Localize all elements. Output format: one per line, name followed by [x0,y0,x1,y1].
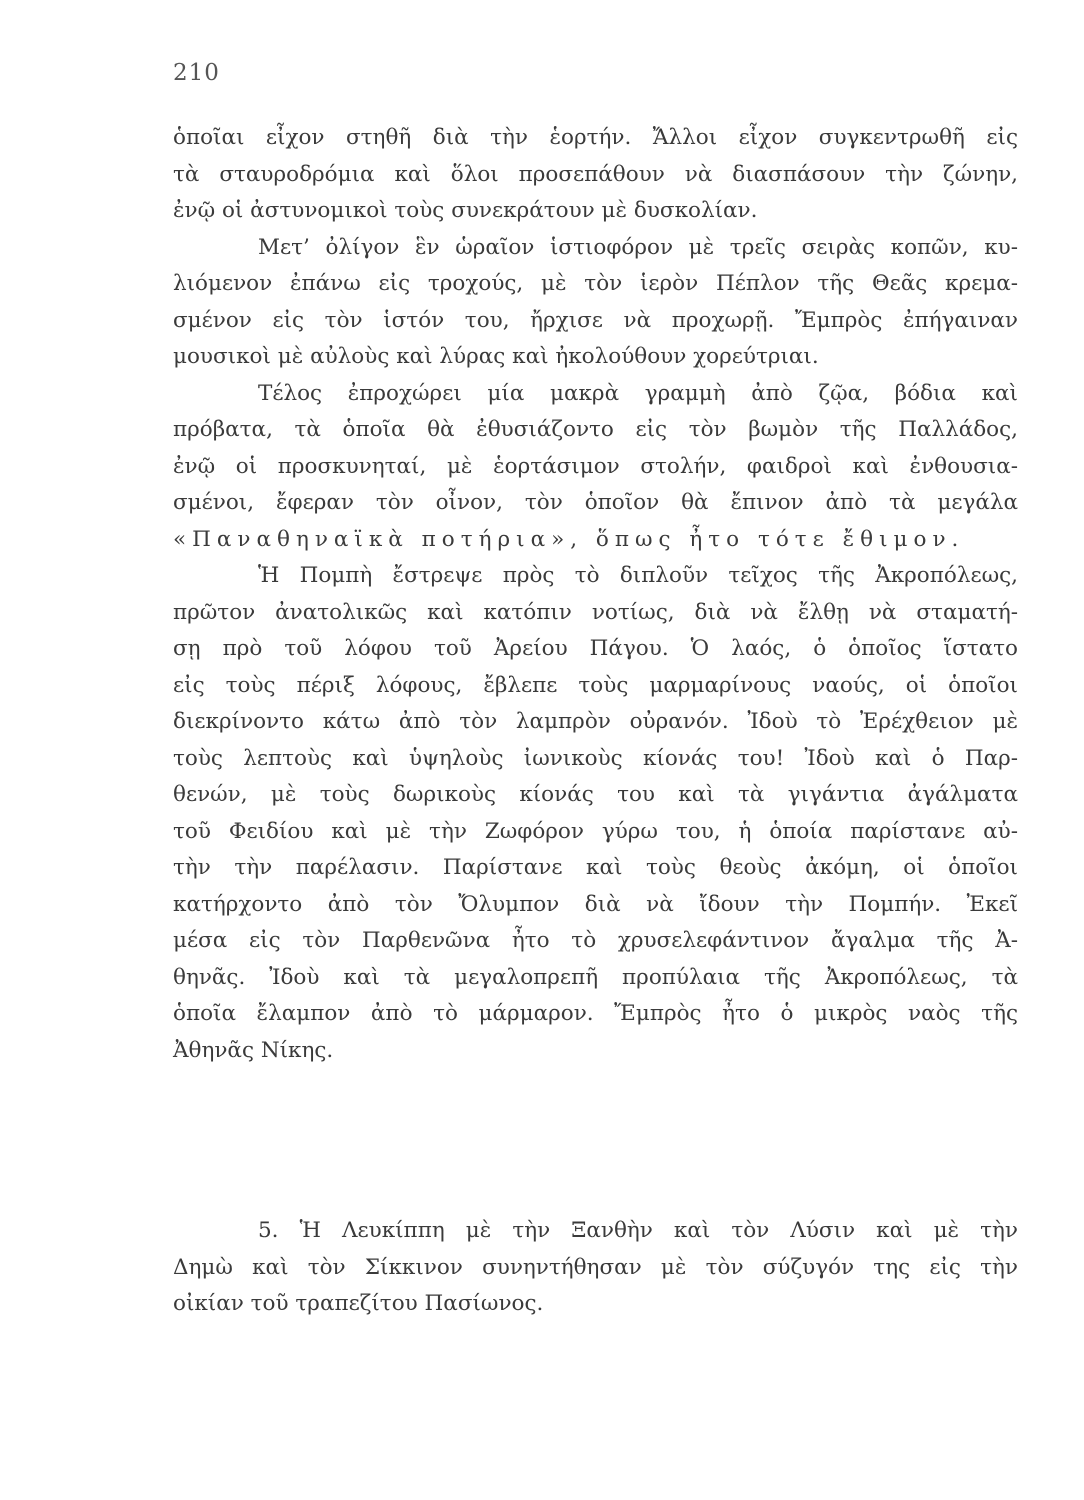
text-line: τοὺς λεπτοὺς καὶ ὑψηλοὺς ἰωνικοὺς κίονάς του! Ἰδοὺ καὶ ὁ Παρ- [173,745,1018,771]
text-line: Ἡ Πομπὴ ἔστρεψε πρὸς τὸ διπλοῦν τεῖχος τῆς Ἀκροπόλεως, [258,563,1018,588]
text-line: Δημὼ καὶ τὸν Σίκκινον συνηντήθησαν μὲ τὸν σύζυγόν της εἰς τὴν [173,1254,1018,1280]
body-text-panathenaic-procession [173,120,1018,1069]
text-line: σῃ πρὸ τοῦ λόφου τοῦ Ἀρείου Πάγου. Ὁ λαός, ὁ ὁποῖος ἵστατο [173,636,1018,661]
text-line: διεκρίνοντο κάτω ἀπὸ τὸν λαμπρὸν οὐρανόν. Ἰδοὺ τὸ Ἐρέχθειον μὲ [173,709,1018,734]
text-line: τὰ σταυροδρόμια καὶ ὅλοι προσεπάθουν νὰ διασπάσουν τὴν ζώνην, [173,161,1018,187]
text-line: Μετ’ ὀλίγον ἓν ὡραῖον ἱστιοφόρον μὲ τρεῖς σειρὰς κοπῶν, κυ- [258,234,1018,260]
text-line: τὴν τὴν παρέλασιν. Παρίστανε καὶ τοὺς θεοὺς ἀκόμη, οἱ ὁποῖοι [173,855,1018,880]
page-number: 210 [173,60,220,86]
text-line: μουσικοὶ μὲ αὐλοὺς καὶ λύρας καὶ ἠκολούθουν χορεύτριαι. [173,344,819,369]
text-line: σμένοι, ἔφεραν τὸν οἶνον, τὸν ὁποῖον θὰ ἔπινον ἀπὸ τὰ μεγάλα [173,490,1018,515]
text-line: 5. Ἡ Λευκίππη μὲ τὴν Ξανθὴν καὶ τὸν Λύσιν καὶ μὲ τὴν [258,1218,1018,1243]
text-line: σμένον εἰς τὸν ἱστόν του, ἤρχισε νὰ προχωρῇ. Ἔμπρὸς ἐπήγαιναν [173,307,1018,333]
text-line: θενών, μὲ τοὺς δωρικοὺς κίονάς του καὶ τὰ γιγάντια ἀγάλματα [173,782,1018,807]
text-line: ὁποῖα ἔλαμπον ἀπὸ τὸ μάρμαρον. Ἔμπρὸς ἦτο ὁ μικρὸς ναὸς τῆς [173,1001,1018,1026]
text-line: Τέλος ἐπροχώρει μία μακρὰ γραμμὴ ἀπὸ ζῷα, βόδια καὶ [258,380,1018,406]
text-line: οἰκίαν τοῦ τραπεζίτου Πασίωνος. [173,1291,544,1316]
text-line: Ἀθηνᾶς Νίκης. [173,1037,334,1063]
text-line: ἐνῷ οἱ προσκυνηταί, μὲ ἑορτάσιμον στολήν, φαιδροὶ καὶ ἐνθουσια- [173,453,1018,479]
text-line: πρῶτον ἀνατολικῶς καὶ κατόπιν νοτίως, διὰ νὰ ἔλθῃ νὰ σταματή- [173,599,1018,625]
text-line: πρόβατα, τὰ ὁποῖα θὰ ἐθυσιάζοντο εἰς τὸν βωμὸν τῆς Παλλάδος, [173,417,1018,442]
text-line: κατήρχοντο ἀπὸ τὸν Ὄλυμπον διὰ νὰ ἴδουν τὴν Πομπήν. Ἐκεῖ [173,891,1018,917]
text-line: εἰς τοὺς πέριξ λόφους, ἔβλεπε τοὺς μαρμαρίνους ναούς, οἱ ὁποῖοι [173,672,1018,698]
text-line: ὁποῖαι εἶχον στηθῆ διὰ τὴν ἑορτήν. Ἄλλοι εἶχον συγκεντρωθῆ εἰς [173,125,1018,150]
text-line: μέσα εἰς τὸν Παρθενῶνα ἦτο τὸ χρυσελεφάντινον ἄγαλμα τῆς Ἀ- [173,928,1018,953]
text-line: «Παναθηναϊκὰ ποτήρια», ὅπως ἦτο τότε ἔθιμον. [173,526,965,552]
text-line: λιόμενον ἐπάνω εἰς τροχούς, μὲ τὸν ἱερὸν Πέπλον τῆς Θεᾶς κρεμα- [173,271,1018,296]
section-5-text [173,1213,1018,1323]
text-line: θηνᾶς. Ἰδοὺ καὶ τὰ μεγαλοπρεπῆ προπύλαια τῆς Ἀκροπόλεως, τὰ [173,964,1018,990]
text-line: τοῦ Φειδίου καὶ μὲ τὴν Ζωφόρον γύρω του, ἡ ὁποία παρίστανε αὐ- [173,818,1018,844]
text-line: ἐνῷ οἱ ἀστυνομικοὶ τοὺς συνεκράτουν μὲ δυσκολίαν. [173,198,758,223]
